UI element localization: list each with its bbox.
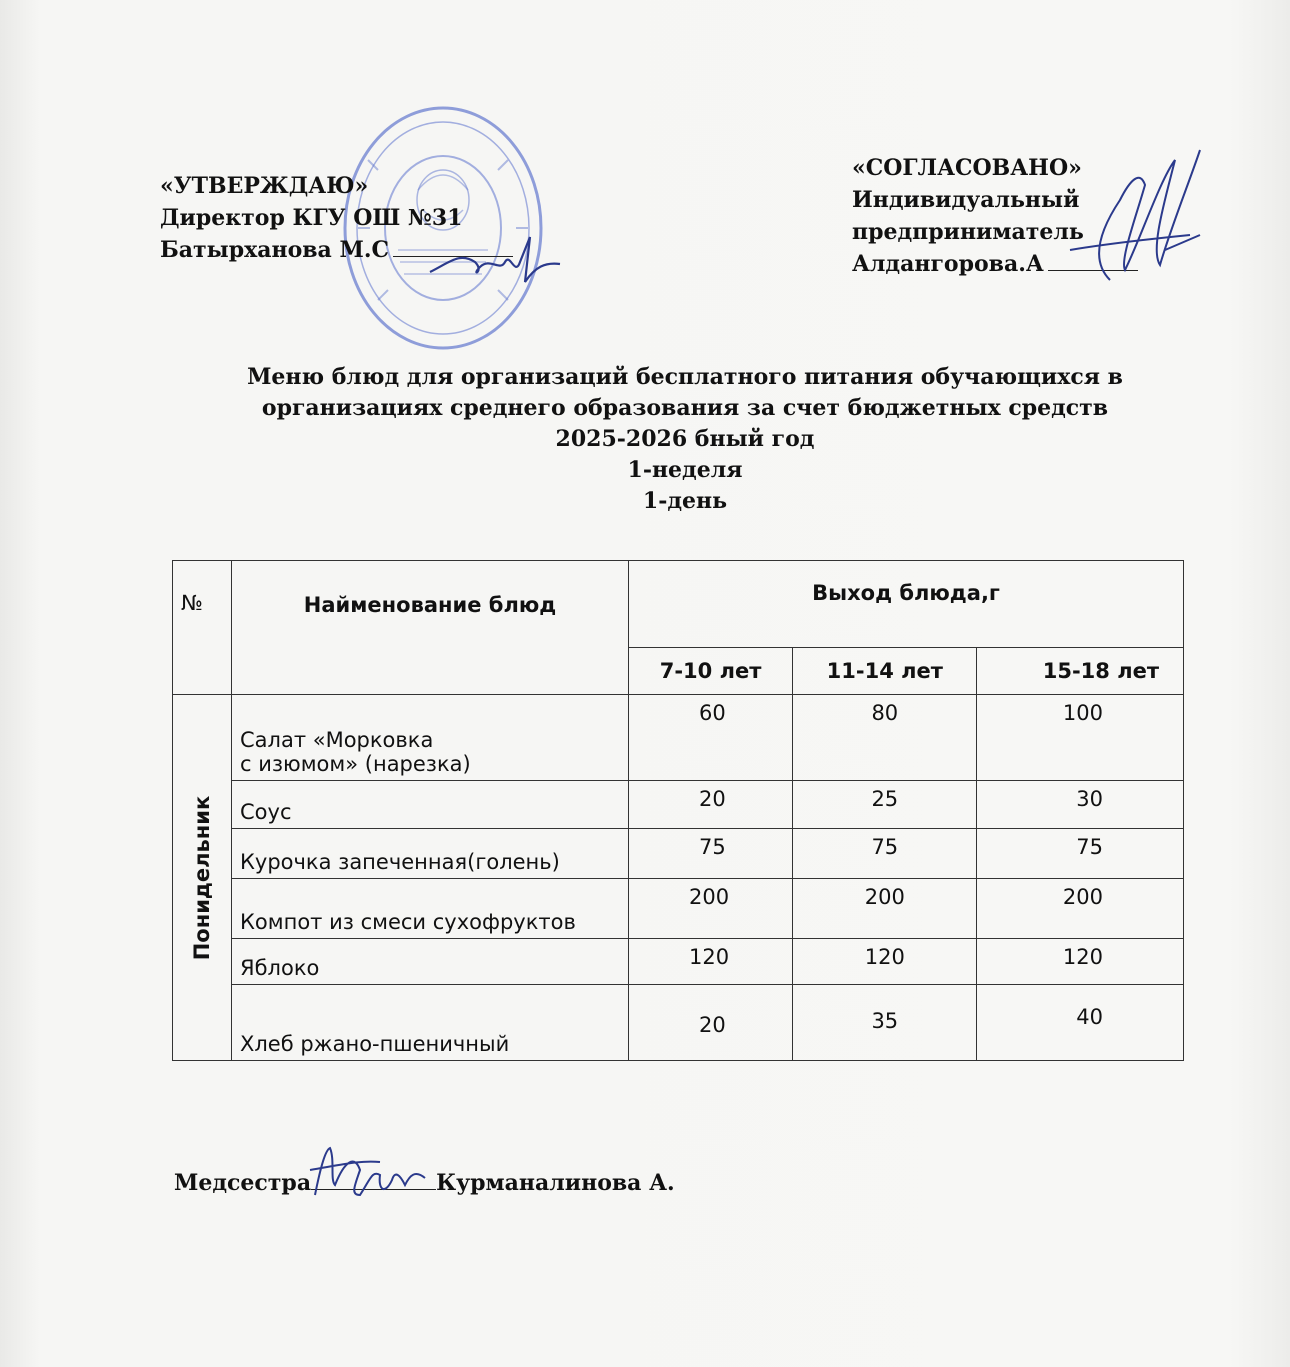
value-7-10: 120 (629, 939, 793, 985)
value-11-14: 120 (793, 939, 977, 985)
dish-name: Компот из смеси сухофруктов (232, 879, 629, 939)
day-of-week-label: Понидельник (190, 795, 214, 960)
value-11-14: 200 (793, 879, 977, 939)
value-15-18: 200 (977, 879, 1184, 939)
agreement-line2: предприниматель (852, 219, 1084, 245)
document-title (200, 362, 1170, 517)
approval-position: Директор КГУ ОШ №31 (160, 205, 463, 231)
menu-table (172, 560, 1184, 1061)
value-15-18: 30 (977, 781, 1184, 829)
value-7-10: 20 (629, 781, 793, 829)
dish-name (232, 695, 629, 781)
title-week: 1-неделя (627, 457, 743, 483)
col-number-header: № (173, 561, 232, 695)
title-day: 1-день (642, 488, 728, 514)
table-row (173, 985, 1184, 1061)
table-row (173, 695, 1184, 781)
value-7-10: 75 (629, 829, 793, 879)
value-7-10: 200 (629, 879, 793, 939)
title-line2: организациях среднего образования за счет бюджетных средств (261, 395, 1109, 421)
value-7-10: 20 (629, 985, 793, 1061)
header-row (173, 561, 1184, 648)
dish-name: Соус (232, 781, 629, 829)
col-output-header: Выход блюда,г (629, 561, 1184, 648)
agreement-name: Алдангорова.А (852, 248, 1138, 280)
dish-name: Курочка запеченная(голень) (232, 829, 629, 879)
nurse-signature (300, 1140, 440, 1210)
day-of-week-cell (173, 695, 232, 1061)
value-11-14: 80 (793, 695, 977, 781)
nurse-name: Курманалинова А. (436, 1170, 675, 1196)
title-year: 2025-2026 бный год (555, 426, 815, 452)
approval-label: «УТВЕРЖДАЮ» (160, 173, 369, 199)
table-row (173, 781, 1184, 829)
dish-name-line2: с изюмом» (нарезка) (240, 752, 471, 776)
approval-name: Батырханова М.С (160, 234, 513, 266)
age-header-7-10: 7-10 лет (629, 648, 793, 695)
dish-name: Хлеб ржано-пшеничный (232, 985, 629, 1061)
value-7-10: 60 (629, 695, 793, 781)
age-header-15-18: 15-18 лет (977, 648, 1184, 695)
table-row (173, 879, 1184, 939)
director-signature (420, 232, 570, 292)
value-15-18: 120 (977, 939, 1184, 985)
agreement-line1: Индивидуальный (852, 187, 1080, 213)
value-11-14: 75 (793, 829, 977, 879)
value-11-14: 35 (793, 985, 977, 1061)
dish-name: Яблоко (232, 939, 629, 985)
value-15-18: 75 (977, 829, 1184, 879)
nurse-role: Медсестра (174, 1170, 312, 1196)
table-row (173, 939, 1184, 985)
table-row (173, 829, 1184, 879)
value-15-18: 100 (977, 695, 1184, 781)
value-15-18: 40 (977, 985, 1184, 1061)
agreement-label: «СОГЛАСОВАНО» (852, 155, 1082, 181)
entrepreneur-signature (1050, 140, 1210, 290)
age-header-11-14: 11-14 лет (793, 648, 977, 695)
dish-name-line1: Салат «Морковка (240, 728, 434, 752)
col-name-header: Найменование блюд (232, 561, 629, 695)
value-11-14: 25 (793, 781, 977, 829)
title-line1: Меню блюд для организаций бесплатного питания обучающихся в (247, 364, 1123, 390)
